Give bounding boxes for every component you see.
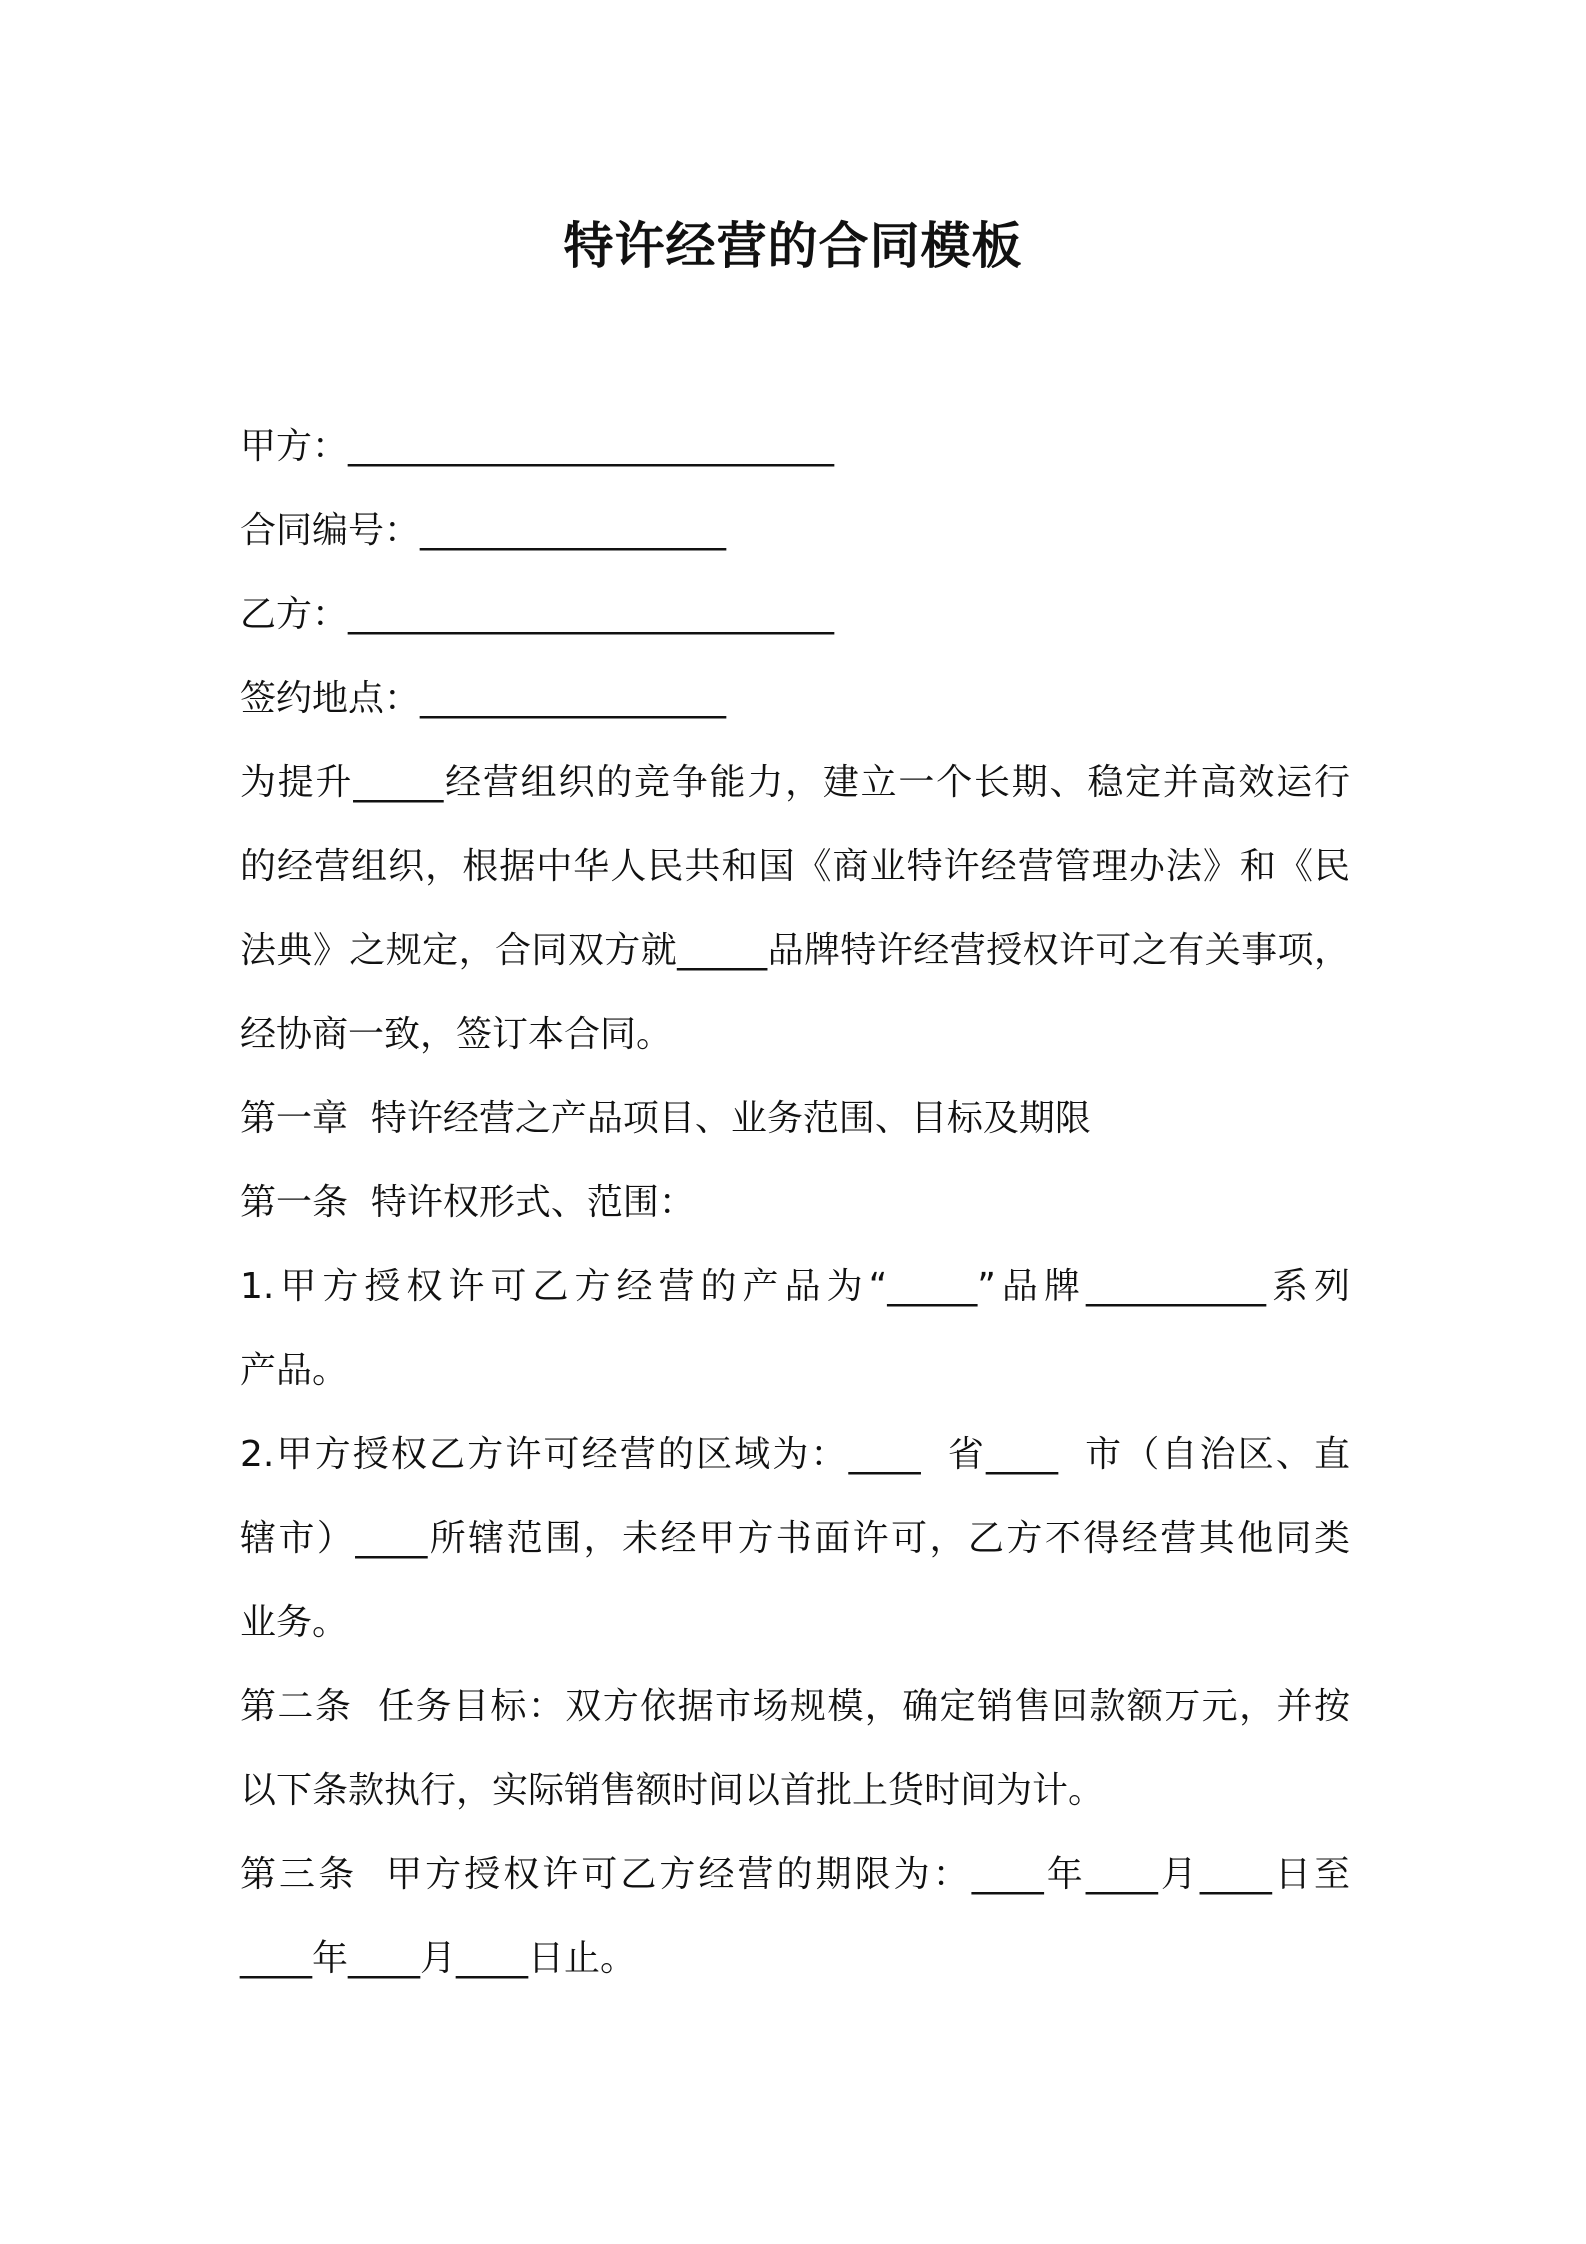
intro-paragraph-line-1: 为提升_____经营组织的竞争能力，建立一个长期、稳定并高效运行 [240,762,1350,803]
article-two-line-2: 以下条款执行，实际销售额时间以首批上货时间为计。 [240,1770,1105,1811]
chapter-one-heading: 第一章 特许经营之产品项目、业务范围、目标及期限 [240,1098,1091,1139]
party-a-line: 甲方：___________________________ [240,426,835,467]
article-three-line-2: ____年____月____日止。 [240,1938,637,1979]
clause-2-line-2: 辖市）____所辖范围，未经甲方书面许可，乙方不得经营其他同类 [240,1518,1350,1559]
clause-1-line-2: 产品。 [240,1350,349,1391]
document-title: 特许经营的合同模板 [563,217,1023,275]
intro-paragraph-line-3: 法典》之规定，合同双方就_____品牌特许经营授权许可之有关事项， [240,930,1350,971]
document-body [240,405,1350,2001]
article-one-heading: 第一条 特许权形式、范围： [240,1182,695,1223]
signing-location-line: 签约地点：_________________ [240,678,727,719]
clause-1-line-1: 1.甲方授权许可乙方经营的产品为“_____”品牌__________系列 [240,1266,1350,1307]
article-two-line-1: 第二条 任务目标：双方依据市场规模，确定销售回款额万元，并按 [240,1686,1350,1727]
party-b-line: 乙方：___________________________ [240,594,835,635]
clause-2-line-1: 2.甲方授权乙方许可经营的区域为：____ 省____ 市（自治区、直 [240,1434,1350,1475]
article-three-line-1: 第三条 甲方授权许可乙方经营的期限为：____年____月____日至 [240,1854,1350,1895]
contract-number-line: 合同编号：_________________ [240,510,727,551]
intro-paragraph-line-2: 的经营组织，根据中华人民共和国《商业特许经营管理办法》和《民 [240,846,1350,887]
clause-2-line-3: 业务。 [240,1602,349,1643]
intro-paragraph-line-4: 经协商一致，签订本合同。 [240,1014,673,1055]
